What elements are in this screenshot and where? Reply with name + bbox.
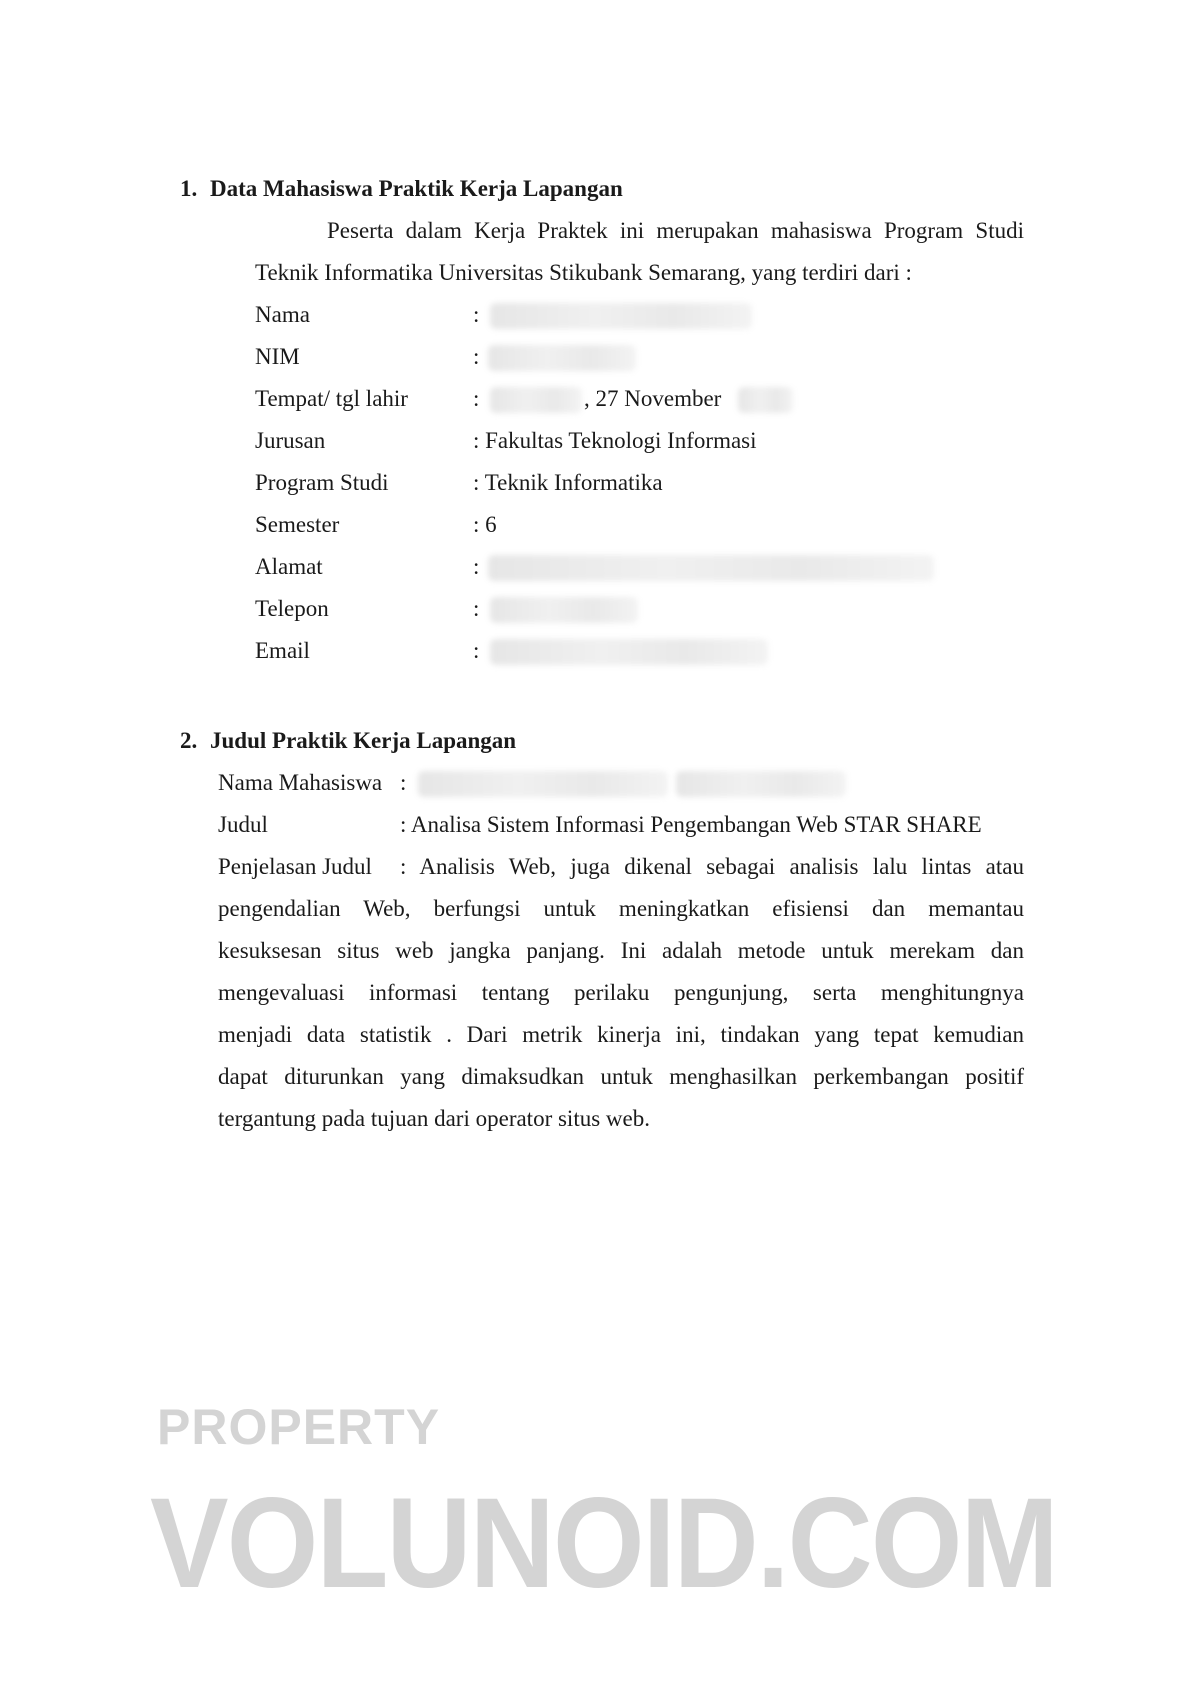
judul-value: : Analisa Sistem Informasi Pengembangan Web STAR SHARE xyxy=(400,812,982,837)
field-value-prodi: : Teknik Informatika xyxy=(473,470,663,495)
field-label-nama: Nama xyxy=(255,302,310,327)
watermark-property: PROPERTY xyxy=(157,1399,441,1455)
penjelasan-line: dapat diturunkan yang dimaksudkan untuk menghasilkan perkembangan positif xyxy=(218,1064,1024,1089)
penjelasan-first-line: : Analisis Web, juga dikenal sebagai analisis lalu lintas atau xyxy=(400,854,1024,879)
penjelasan-line: mengevaluasi informasi tentang perilaku pengunjung, serta menghitungnya xyxy=(218,980,1024,1005)
redacted-nim xyxy=(488,345,636,371)
field-value-jurusan: : Fakultas Teknologi Informasi xyxy=(473,428,757,453)
section1-title: Data Mahasiswa Praktik Kerja Lapangan xyxy=(210,176,623,201)
nama-mahasiswa-colon: : xyxy=(400,770,407,795)
redacted-tahun xyxy=(738,387,793,413)
field-value-ttl-date: , 27 November xyxy=(584,386,722,411)
redacted-nim-mahasiswa xyxy=(676,771,846,797)
field-value-semester: : 6 xyxy=(473,512,497,537)
field-label-ttl: Tempat/ tgl lahir xyxy=(255,386,408,411)
nama-mahasiswa-label: Nama Mahasiswa xyxy=(218,770,383,795)
judul-label: Judul xyxy=(218,812,268,837)
field-label-semester: Semester xyxy=(255,512,340,537)
field-value-alamat: : xyxy=(473,554,480,579)
redacted-telepon xyxy=(490,597,638,623)
penjelasan-line: tergantung pada tujuan dari operator situs web. xyxy=(218,1106,650,1131)
redacted-tempat xyxy=(490,387,582,413)
penjelasan-label: Penjelasan Judul xyxy=(218,854,372,879)
penjelasan-paragraph xyxy=(218,888,1024,1140)
field-value-nim: : xyxy=(473,344,480,369)
section1-intro-line1: Peserta dalam Kerja Praktek ini merupakan mahasiswa Program Studi xyxy=(327,218,1024,243)
field-label-telepon: Telepon xyxy=(255,596,329,621)
penjelasan-line: menjadi data statistik . Dari metrik kinerja ini, tindakan yang tepat kemudian xyxy=(218,1022,1024,1047)
field-label-prodi: Program Studi xyxy=(255,470,389,495)
redacted-nama xyxy=(490,303,752,329)
field-value-nama: : xyxy=(473,302,480,327)
section1-intro-line2: Teknik Informatika Universitas Stikubank Semarang, yang terdiri dari : xyxy=(255,260,912,285)
redacted-email xyxy=(490,639,768,665)
redacted-nama-mahasiswa xyxy=(418,771,668,797)
penjelasan-line: pengendalian Web, berfungsi untuk meningkatkan efisiensi dan memantau xyxy=(218,896,1024,921)
redacted-alamat xyxy=(488,555,934,581)
field-value-email: : xyxy=(473,638,480,663)
section2-number: 2. xyxy=(180,728,198,753)
field-value-telepon: : xyxy=(473,596,480,621)
field-label-nim: NIM xyxy=(255,344,300,369)
field-value-ttl: : xyxy=(473,386,480,411)
field-label-alamat: Alamat xyxy=(255,554,323,579)
field-label-email: Email xyxy=(255,638,310,663)
section1-number: 1. xyxy=(180,176,198,201)
section2-title: Judul Praktik Kerja Lapangan xyxy=(210,728,517,753)
watermark-site: VOLUNOID.COM xyxy=(150,1472,1057,1615)
field-label-jurusan: Jurusan xyxy=(255,428,326,453)
penjelasan-line: kesuksesan situs web jangka panjang. Ini adalah metode untuk merekam dan xyxy=(218,938,1024,963)
